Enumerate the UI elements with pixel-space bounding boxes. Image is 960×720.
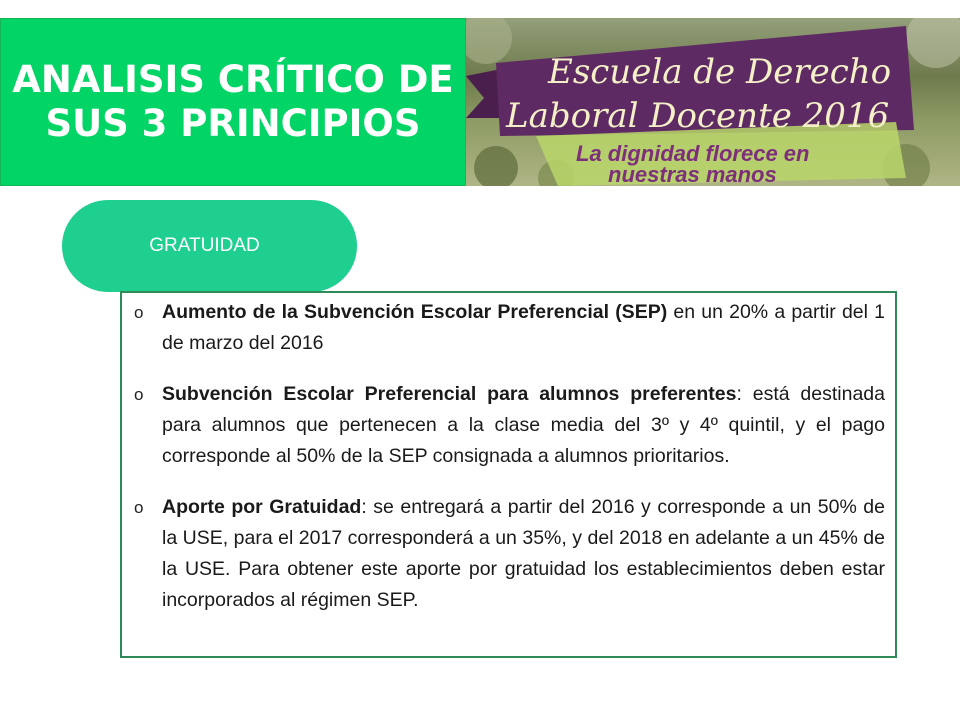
banner-tagline-line-1: La dignidad florece en xyxy=(576,141,810,166)
list-item-bold: Aumento de la Subvención Escolar Preferencial (SEP) xyxy=(162,301,668,323)
list-item-rest: en un 20% a partir del 1 de marzo del 2016 xyxy=(162,301,885,354)
list-item-text xyxy=(162,297,885,359)
list-item-rest: : está destinada para alumnos que pertenecen a la clase media del 3º y 4º quintil, y el pago corresponde al 50% de la SEP consignada a alumnos prioritarios. xyxy=(162,383,885,467)
bullet-icon: o xyxy=(134,385,144,404)
section-pill xyxy=(62,200,357,292)
content-box xyxy=(120,291,897,658)
list-item-bold: Subvención Escolar Preferencial para alumnos preferentes xyxy=(162,383,737,405)
banner-title-line-1: Escuela de Derecho xyxy=(548,52,892,92)
school-banner xyxy=(466,18,960,186)
list-item xyxy=(132,297,885,359)
title-line-2: SUS 3 PRINCIPIOS xyxy=(45,102,421,145)
list-item xyxy=(132,379,885,472)
section-label: GRATUIDAD xyxy=(149,235,260,256)
title-box xyxy=(0,18,466,186)
list-item-bold: Aporte por Gratuidad xyxy=(162,496,362,518)
list-item-text xyxy=(162,492,885,616)
list-item xyxy=(132,492,885,616)
list-item-text xyxy=(162,379,885,472)
list-item-rest: : se entregará a partir del 2016 y corresponde a un 50% de la USE, para el 2017 corresponderá a un 35%, y del 2018 en adelante a un 45% de la USE. Para obtener este aporte por gratuidad los establecimientos deben estar incorporados al régimen SEP. xyxy=(162,496,885,611)
banner-tagline-line-2: nuestras manos xyxy=(608,162,777,186)
banner-title-line-2: Laboral Docente 2016 xyxy=(506,96,890,136)
title-line-1: ANALISIS CRÍTICO DE xyxy=(12,58,454,101)
bullet-icon: o xyxy=(134,303,144,322)
bullet-icon: o xyxy=(134,498,144,517)
